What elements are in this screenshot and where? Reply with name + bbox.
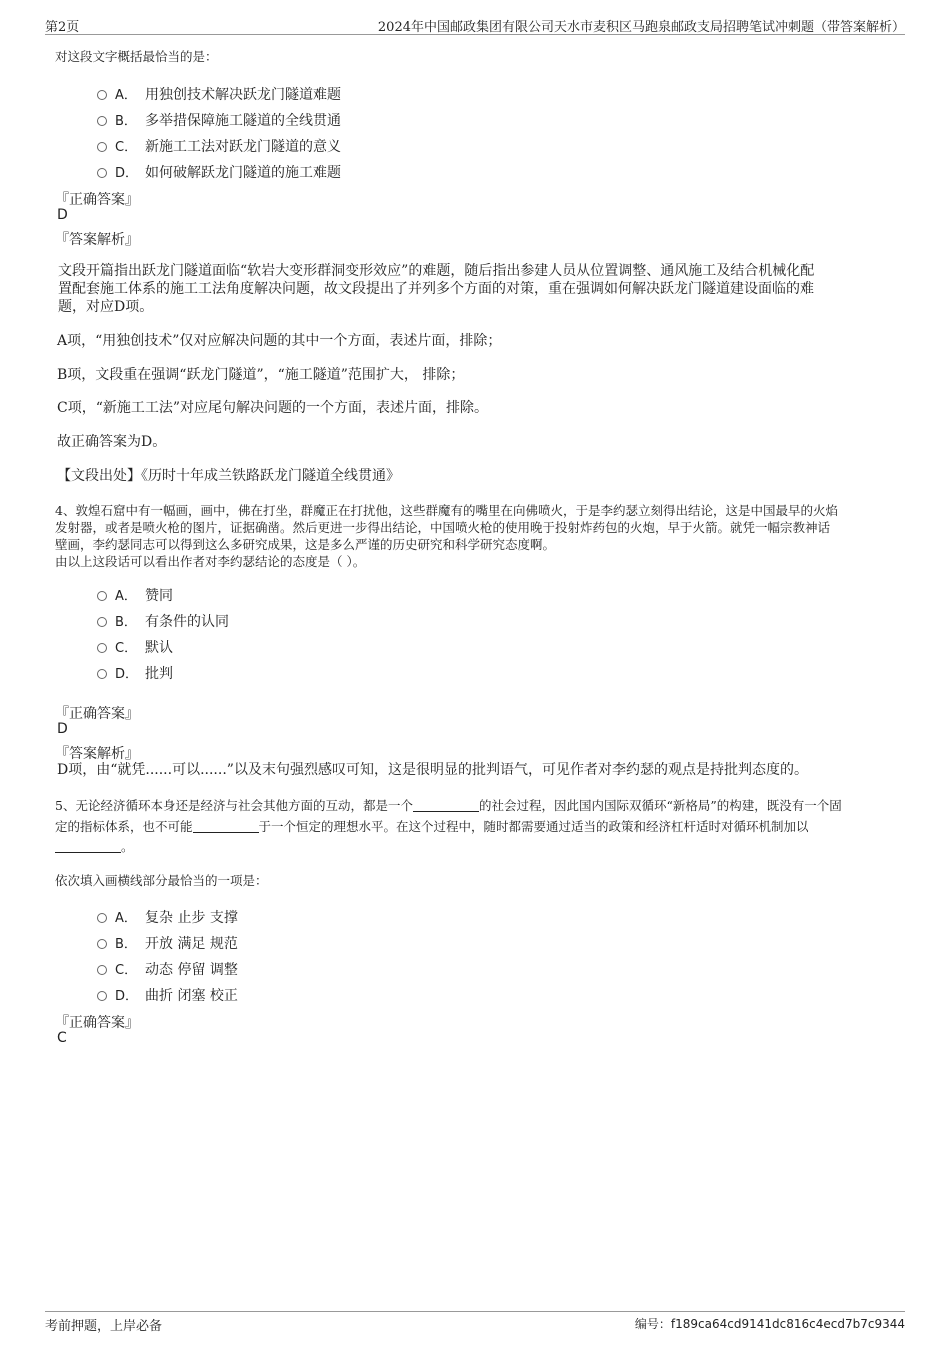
q3-analysis-line-1: 文段开篇指出跃龙门隧道面临“软岩大变形群洞变形效应”的难题，随后指出参建人员从位置调整、通风施工及结合机械化配 <box>58 263 815 279</box>
q3-option-a[interactable]: A． 用独创技术解决跃龙门隧道难题 <box>97 84 341 102</box>
q5-stem-line-1: 5、无论经济循环本身还是经济与社会其他方面的互动，都是一个 的社会过程，因此国内国际双循环“新格局”的构建，既没有一个固 <box>55 798 842 813</box>
q3-note-a: A项，“用独创技术”仅对应解决问题的其中一个方面，表述片面，排除； <box>57 333 502 349</box>
radio-icon[interactable] <box>97 591 107 601</box>
q4-option-a[interactable]: A． 赞同 <box>97 585 173 603</box>
radio-icon[interactable] <box>97 116 107 126</box>
q3-analysis-label: 『答案解析』 <box>55 232 139 248</box>
fill-blank-1 <box>413 799 479 812</box>
fill-blank-3 <box>55 840 121 853</box>
radio-icon[interactable] <box>97 168 107 178</box>
radio-icon[interactable] <box>97 669 107 679</box>
radio-icon[interactable] <box>97 939 107 949</box>
page-footer <box>45 1311 905 1332</box>
q4-answer: D <box>57 721 68 737</box>
q3-option-d[interactable]: D． 如何破解跃龙门隧道的施工难题 <box>97 162 341 180</box>
q3-stem: 对这段文字概括最恰当的是： <box>55 49 218 64</box>
footer-slogan: 考前押题，上岸必备 <box>45 1319 163 1334</box>
q3-option-b[interactable]: B． 多举措保障施工隧道的全线贯通 <box>97 110 341 128</box>
radio-icon[interactable] <box>97 991 107 1001</box>
q4-option-c[interactable]: C． 默认 <box>97 637 173 655</box>
q4-question: 由以上这段话可以看出作者对李约瑟结论的态度是（ ）。 <box>55 554 366 569</box>
q4-option-d[interactable]: D． 批判 <box>97 663 173 681</box>
q3-option-c[interactable]: C． 新施工工法对跃龙门隧道的意义 <box>97 136 341 154</box>
q3-source: 【文段出处】《历时十年成兰铁路跃龙门隧道全线贯通》 <box>57 468 400 484</box>
q3-analysis-line-3: 题，对应D项。 <box>58 299 154 315</box>
q5-option-d[interactable]: D． 曲折 闭塞 校正 <box>97 985 238 1003</box>
q5-prompt: 依次填入画横线部分最恰当的一项是： <box>55 873 268 888</box>
q4-analysis-label: 『答案解析』 <box>55 746 139 762</box>
q4-stem-line-2: 发射器，或者是喷火枪的图片，证据确凿。然后更进一步得出结论，中国喷火枪的使用晚于投射炸药包的火炮，早于火箭。就凭一幅宗教神话 <box>55 520 831 535</box>
q3-conclusion: 故正确答案为D。 <box>57 434 167 450</box>
q3-answer-label: 『正确答案』 <box>55 192 139 208</box>
q3-answer: D <box>57 207 68 223</box>
document-id: 编号：f189ca64cd9141dc816c4ecd7b7c9344 <box>634 1317 905 1331</box>
q4-analysis: D项，由“就凭......可以......”以及末句强烈感叹可知，这是很明显的批判语气，可见作者对李约瑟的观点是持批判态度的。 <box>57 762 808 778</box>
page-number: 第2页 <box>45 20 80 35</box>
q5-option-c[interactable]: C． 动态 停留 调整 <box>97 959 238 977</box>
q4-stem-line-1: 4、敦煌石窟中有一幅画，画中，佛在打坐，群魔正在打扰他，这些群魔有的嘴里在向佛喷火，于是李约瑟立刻得出结论，这是中国最早的火焰 <box>55 503 838 518</box>
q4-answer-label: 『正确答案』 <box>55 706 139 722</box>
q4-option-b[interactable]: B． 有条件的认同 <box>97 611 229 629</box>
q3-analysis-line-2: 置配套施工体系的施工工法角度解决问题，故文段提出了并列多个方面的对策，重在强调如何解决跃龙门隧道建设面临的难 <box>58 281 814 297</box>
radio-icon[interactable] <box>97 965 107 975</box>
q3-note-c: C项，“新施工工法”对应尾句解决问题的一个方面，表述片面，排除。 <box>57 400 489 416</box>
radio-icon[interactable] <box>97 617 107 627</box>
q3-note-b: B项，文段重在强调“跃龙门隧道”，“施工隧道”范围扩大， 排除； <box>57 367 465 383</box>
q5-option-a[interactable]: A． 复杂 止步 支撑 <box>97 907 238 925</box>
radio-icon[interactable] <box>97 643 107 653</box>
radio-icon[interactable] <box>97 142 107 152</box>
q5-stem-line-3: 。 <box>55 838 134 855</box>
radio-icon[interactable] <box>97 90 107 100</box>
q5-stem-line-2: 定的指标体系，也不可能 于一个恒定的理想水平。在这个过程中，随时都需要通过适当的政策和经济杠杆适时对循环机制加以 <box>55 819 809 834</box>
q5-answer: C <box>57 1030 67 1046</box>
q5-answer-label: 『正确答案』 <box>55 1015 139 1031</box>
fill-blank-2 <box>193 820 259 833</box>
radio-icon[interactable] <box>97 913 107 923</box>
q5-option-b[interactable]: B． 开放 满足 规范 <box>97 933 238 951</box>
q4-stem-line-3: 壁画，李约瑟同志可以得到这么多研究成果，这是多么严谨的历史研究和科学研究态度啊。 <box>55 537 556 552</box>
page-header <box>45 14 905 35</box>
document-title: 2024年中国邮政集团有限公司天水市麦积区马跑泉邮政支局招聘笔试冲刺题（带答案解析） <box>377 20 905 35</box>
